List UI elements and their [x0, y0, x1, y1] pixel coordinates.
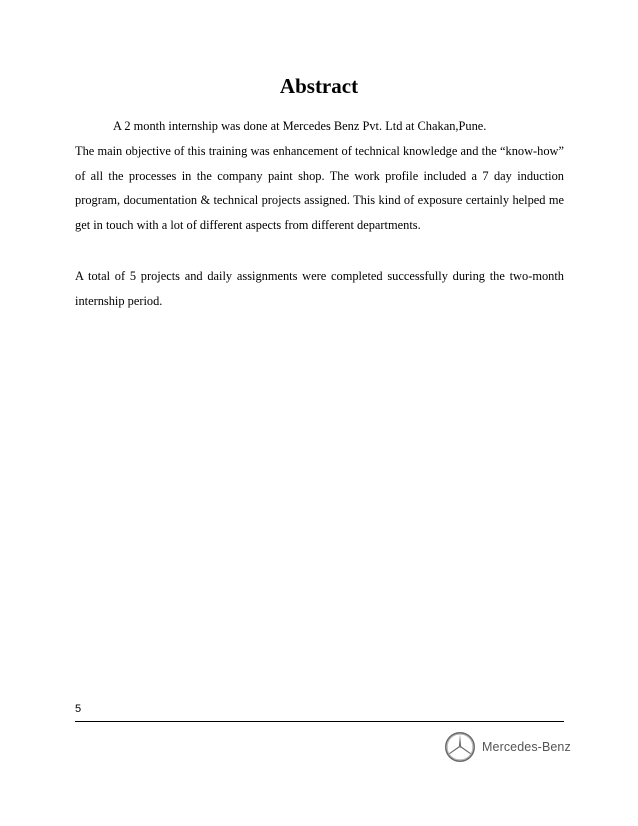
objective-paragraph: The main objective of this training was enhancement of technical knowledge and the “know-how” of all the processes in the company paint shop. The work profile included a 7 day induction program, documentation & technical projects assigned. This kind of exposure certainly helped me get in touch with a lot of different aspects from different departments. — [75, 144, 564, 233]
mercedes-benz-logo — [444, 730, 571, 764]
intro-paragraph: A 2 month internship was done at Mercedes Benz Pvt. Ltd at Chakan,Pune. — [113, 119, 487, 133]
mercedes-star-icon — [444, 731, 476, 763]
footer-divider — [75, 721, 564, 722]
brand-wordmark: Mercedes-Benz — [482, 740, 571, 754]
page-title: Abstract — [279, 74, 359, 98]
page-number: 5 — [75, 703, 82, 715]
summary-paragraph: A total of 5 projects and daily assignments were completed successfully during the two-month internship period. — [75, 269, 564, 308]
